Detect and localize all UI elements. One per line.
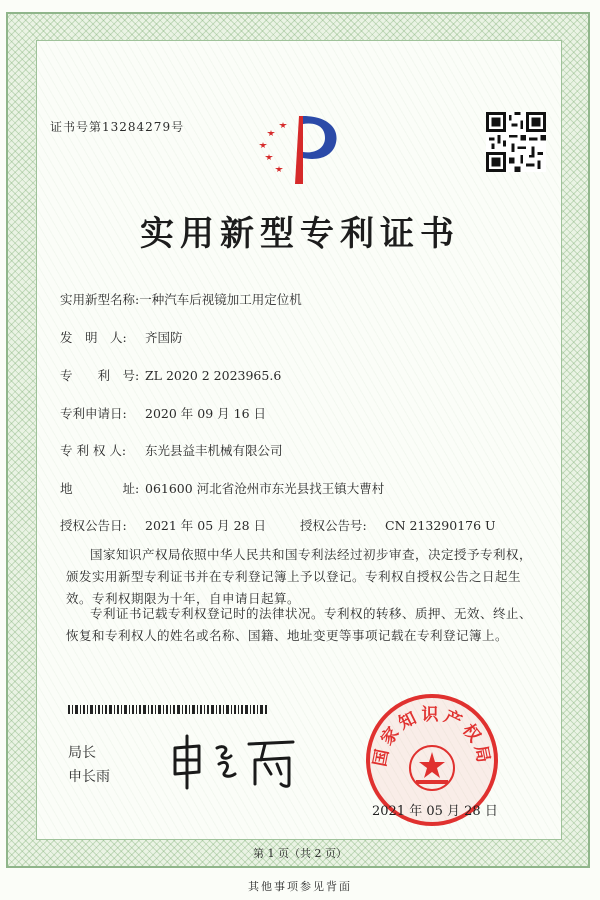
field-grant-number xyxy=(300,516,496,534)
field-label: 专 利 权 人: xyxy=(60,443,127,458)
field-value: CN 213290176 U xyxy=(385,518,496,533)
field-label: 发 明 人: xyxy=(60,330,127,345)
director-signature-icon xyxy=(165,730,305,790)
qr-code-icon xyxy=(486,112,546,172)
certificate-number: 证书号第13284279号 xyxy=(50,120,185,134)
field-address xyxy=(60,479,384,497)
field-label: 专利申请日: xyxy=(60,406,127,421)
grant-statement-paragraph: 国家知识产权局依照中华人民共和国专利法经过初步审查，决定授予专利权，颁发实用新型专利证书并在专利登记簿上予以登记。专利权自授权公告之日起生效。专利权期限为十年，自申请日起算。 xyxy=(66,547,533,606)
field-utility-model-name xyxy=(60,290,302,308)
legal-status-paragraph: 专利证书记载专利权登记时的法律状况。专利权的转移、质押、无效、终止、恢复和专利权人的姓名或名称、国籍、地址变更等事项记载在专利登记簿上。 xyxy=(66,606,533,643)
page-indicator: 第 1 页（共 2 页） xyxy=(253,847,347,860)
director-name: 申长雨 xyxy=(68,769,110,785)
barcode-icon xyxy=(68,705,268,714)
field-patent-number xyxy=(60,366,281,384)
footer-note: 其他事项参见背面 xyxy=(248,880,352,893)
field-filing-date xyxy=(60,404,266,422)
field-value: 东光县益丰机械有限公司 xyxy=(145,443,283,458)
field-value: ZL 2020 2 2023965.6 xyxy=(145,368,282,383)
field-value: 061600 河北省沧州市东光县找王镇大曹村 xyxy=(145,481,385,496)
field-label: 授权公告日: xyxy=(60,518,127,533)
field-value: 2021 年 05 月 28 日 xyxy=(145,518,266,533)
field-value: 2020 年 09 月 16 日 xyxy=(145,406,266,421)
field-label: 实用新型名称: xyxy=(60,292,140,307)
field-label: 地 址: xyxy=(60,481,140,496)
field-value: 一种汽车后视镜加工用定位机 xyxy=(139,292,302,307)
seal-date: 2021 年 05 月 28 日 xyxy=(372,804,498,819)
field-label: 授权公告号: xyxy=(300,518,367,533)
field-patentee xyxy=(60,441,283,459)
field-value: 齐国防 xyxy=(145,330,183,345)
svg-text:国家知识产权局: 国家知识产权局 xyxy=(370,705,494,769)
field-label: 专 利 号: xyxy=(60,368,140,383)
field-grant-date xyxy=(60,516,266,534)
cnipa-logo-icon xyxy=(255,108,347,188)
certificate-title: 实用新型专利证书 xyxy=(140,214,460,254)
director-title: 局长 xyxy=(68,745,96,761)
field-inventor xyxy=(60,328,183,346)
